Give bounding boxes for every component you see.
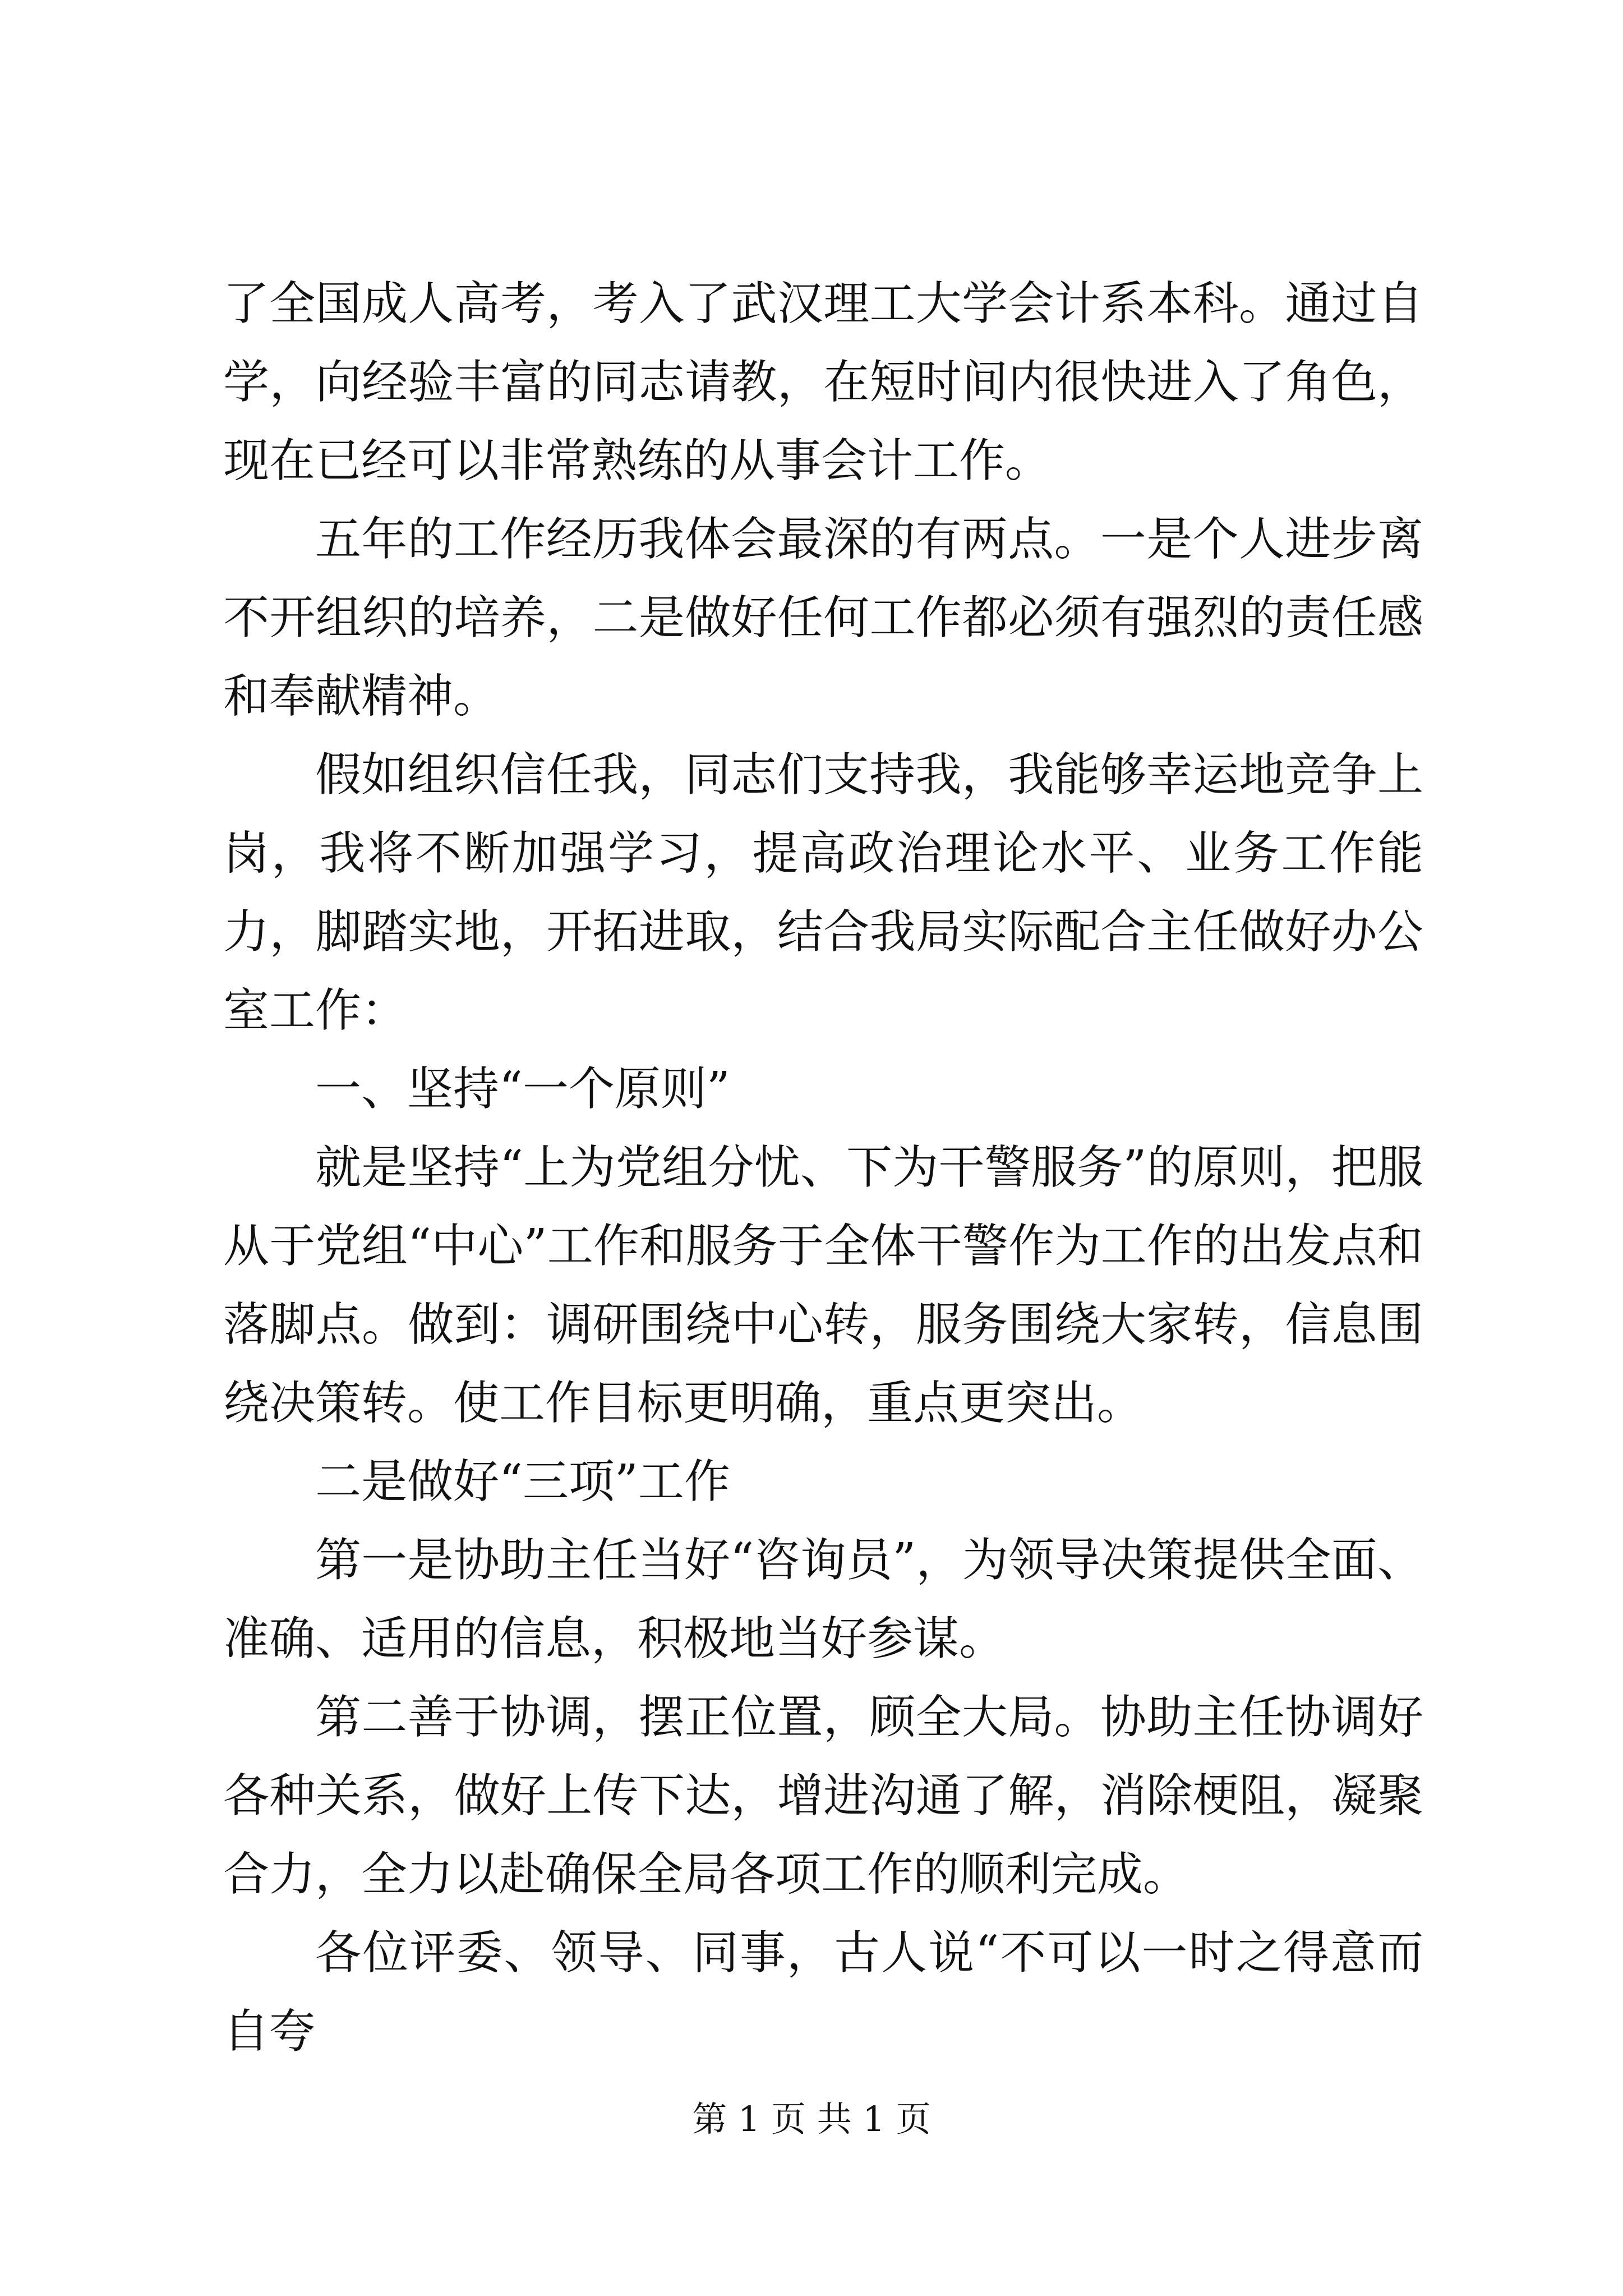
paragraph-1: 了全国成人高考，考入了武汉理工大学会计系本科。通过自学，向经验丰富的同志请教，在短时间内很快进入了角色，现在已经可以非常熟练的从事会计工作。 [223, 277, 1423, 487]
paragraph-7: 第一是协助主任当好“咨询员”，为领导决策提供全面、准确、适用的信息，积极地当好参谋。 [223, 1534, 1423, 1665]
paragraph-8: 第二善于协调，摆正位置，顾全大局。协助主任协调好各种关系，做好上传下达，增进沟通了解，消除梗阻，凝聚合力，全力以赴确保全局各项工作的顺利完成。 [223, 1691, 1423, 1901]
paragraph-3: 假如组织信任我，同志们支持我，我能够幸运地竞争上岗，我将不断加强学习，提高政治理论水平、业务工作能力，脚踏实地，开拓进取，结合我局实际配合主任做好办公室工作： [223, 748, 1423, 1037]
paragraph-9: 各位评委、领导、同事，古人说“不可以一时之得意而自夸 [223, 1926, 1423, 2058]
paragraph-6-heading: 二是做好“三项”工作 [315, 1455, 730, 1508]
page-footer: 第 1 页 共 1 页 [692, 2099, 931, 2139]
paragraph-2: 五年的工作经历我体会最深的有两点。一是个人进步离不开组织的培养，二是做好任何工作都必须有强烈的责任感和奉献精神。 [223, 513, 1423, 723]
paragraph-4-heading: 一、坚持“一个原则” [315, 1062, 730, 1116]
document-body [223, 265, 1423, 2071]
paragraph-5: 就是坚持“上为党组分忧、下为干警服务”的原则，把服从于党组“中心”工作和服务于全体干警作为工作的出发点和落脚点。做到：调研围绕中心转，服务围绕大家转，信息围绕决策转。使工作目标更明确，重点更突出。 [223, 1141, 1423, 1430]
